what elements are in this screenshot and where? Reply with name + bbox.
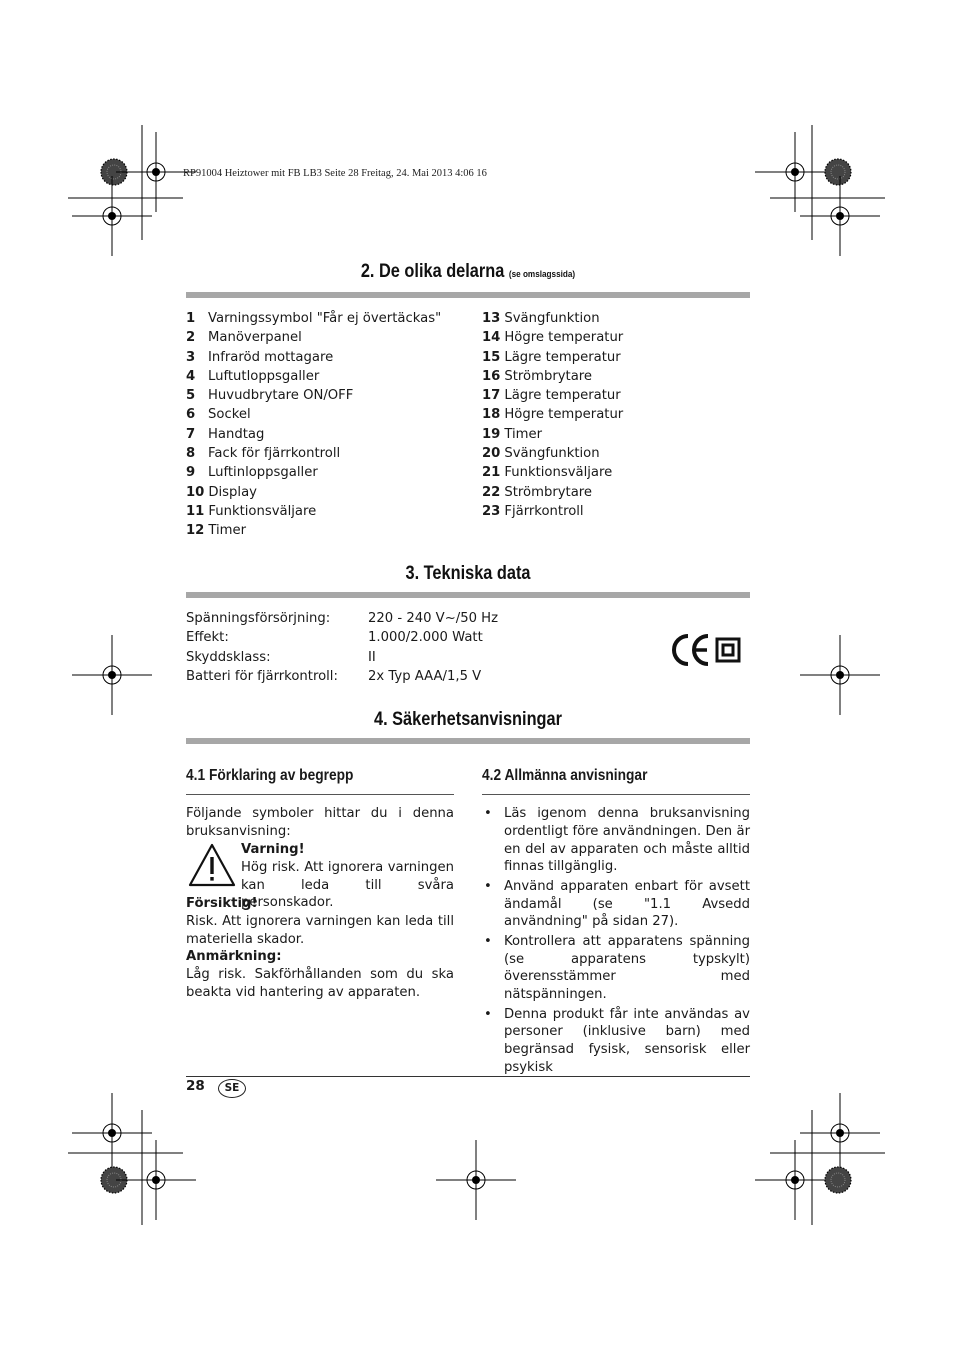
part-name: Högre temperatur — [504, 330, 624, 346]
part-name: Huvudbrytare ON/OFF — [208, 388, 354, 404]
part-number: 22 — [482, 484, 501, 500]
parts-list-item — [482, 309, 750, 328]
tech-value: 220 - 240 V~/50 Hz — [368, 611, 499, 626]
parts-list-item — [482, 502, 750, 521]
part-number: 1 — [186, 311, 196, 326]
parts-list-right — [482, 309, 750, 521]
part-number: 15 — [482, 349, 501, 365]
parts-list-item — [482, 405, 750, 424]
language-badge: SE — [218, 1079, 246, 1098]
parts-list-item — [482, 367, 750, 386]
parts-list-item — [186, 328, 476, 347]
parts-list-item — [482, 483, 750, 502]
instruction-bullet: • Denna produkt får inte användas av personer (inklusive barn) med begränsad fysisk, sensorisk eller psykisk — [482, 1006, 750, 1077]
note-label: Anmärkning: — [186, 949, 282, 965]
parts-list-item — [186, 405, 476, 424]
parts-list-item — [482, 386, 750, 405]
parts-list-item — [186, 367, 476, 386]
section-4-title: 4. Säkerhetsanvisningar — [373, 709, 562, 730]
part-name: Luftinloppsgaller — [208, 465, 318, 481]
caution-label: Försiktig! — [186, 896, 258, 911]
note-text: Låg risk. Sakförhållanden som du ska beakta vid hantering av apparaten. — [186, 967, 454, 1000]
parts-list-item — [186, 425, 476, 444]
part-name: Strömbrytare — [504, 368, 593, 384]
part-name: Handtag — [208, 426, 265, 442]
part-number: 4 — [186, 368, 196, 384]
part-name: Timer — [208, 523, 247, 539]
part-number: 20 — [482, 446, 501, 462]
part-number: 6 — [186, 407, 196, 423]
parts-list-item — [482, 425, 750, 444]
part-name: Sockel — [208, 407, 251, 423]
parts-list-item — [186, 309, 476, 328]
tech-value: 1.000/2.000 Watt — [368, 630, 483, 646]
parts-list-item — [186, 444, 476, 463]
tech-label: Spänningsförsörjning: — [186, 611, 331, 626]
part-number: 23 — [482, 503, 501, 519]
part-name: Lägre temperatur — [504, 349, 621, 365]
part-name: Lägre temperatur — [504, 388, 621, 404]
part-name: Svängfunktion — [504, 311, 600, 326]
section-3-bar — [186, 592, 750, 598]
tech-label: Batteri för fjärrkontroll: — [186, 669, 338, 685]
part-number: 19 — [482, 426, 501, 442]
part-number: 16 — [482, 368, 501, 384]
warning-triangle-icon — [187, 842, 237, 888]
part-number: 10 — [186, 484, 205, 500]
section-3-title: 3. Tekniska data — [405, 563, 531, 584]
parts-list-item — [482, 444, 750, 463]
warning-text: Hög risk. Att ignorera varningen kan leda till svåra personskador. — [241, 859, 454, 911]
ce-class2-marks — [670, 633, 742, 667]
part-number: 17 — [482, 388, 501, 404]
parts-list-item — [186, 483, 476, 502]
part-name: Timer — [504, 426, 543, 442]
parts-list-item — [482, 348, 750, 367]
parts-list-item — [482, 328, 750, 347]
part-number: 5 — [186, 388, 196, 404]
subsection-4-2-title: 4.2 Allmänna anvisningar — [482, 767, 648, 784]
part-name: Manöverpanel — [208, 330, 302, 346]
print-header: RP91004 Heiztower mit FB LB3 Seite 28 Freitag, 24. Mai 2013 4:06 16 — [183, 168, 487, 179]
part-number: 9 — [186, 465, 196, 481]
tech-value: 2x Typ AAA/1,5 V — [368, 669, 482, 685]
part-number: 2 — [186, 330, 196, 346]
tech-label: Effekt: — [186, 630, 229, 646]
general-instructions-list — [482, 805, 750, 1078]
caution-block — [186, 895, 454, 1002]
subsection-4-1-rule — [186, 794, 454, 795]
part-name: Strömbrytare — [504, 484, 593, 500]
caution-text: Risk. Att ignorera varningen kan leda till materiella skador. — [186, 913, 454, 947]
tech-label: Skyddsklass: — [186, 649, 271, 665]
part-name: Display — [208, 484, 257, 500]
part-number: 7 — [186, 426, 196, 442]
page-number: 28 — [186, 1078, 205, 1094]
section-2-note: (se omslagssida) — [508, 269, 576, 280]
tech-value: II — [368, 649, 376, 665]
part-name: Fack för fjärrkontroll — [208, 446, 341, 462]
part-name: Infraröd mottagare — [208, 349, 334, 365]
part-name: Varningssymbol "Får ej övertäckas" — [208, 311, 442, 326]
instruction-bullet: • Läs igenom denna bruksanvisning ordentligt före användningen. Den är en del av apparaten och måste alltid finnas tillgänglig. — [482, 805, 750, 876]
parts-list-item — [186, 348, 476, 367]
footer-rule — [186, 1076, 750, 1077]
part-number: 14 — [482, 330, 501, 346]
part-name: Funktionsväljare — [208, 503, 317, 519]
parts-list-item — [482, 463, 750, 482]
parts-list-item — [186, 463, 476, 482]
parts-list-item — [186, 521, 476, 540]
part-number: 3 — [186, 349, 196, 365]
instruction-bullet: • Kontrollera att apparatens spänning (se apparatens typskylt) överensstämmer med nätspänningen. — [482, 933, 750, 1004]
part-name: Fjärrkontroll — [504, 503, 584, 519]
warning-label: Varning! — [241, 842, 305, 857]
part-number: 13 — [482, 311, 501, 326]
part-number: 21 — [482, 465, 501, 481]
instruction-bullet: • Använd apparaten enbart för avsett ändamål (se "1.1 Avsedd användning" på sidan 27). — [482, 878, 750, 931]
part-number: 18 — [482, 407, 501, 423]
part-number: 8 — [186, 446, 196, 462]
part-number: 12 — [186, 523, 205, 539]
parts-list-item — [186, 386, 476, 405]
section-2-title: 2. De olika delarna (se omslagssida) — [360, 261, 576, 282]
parts-list-item — [186, 502, 476, 521]
section-2-bar — [186, 292, 750, 298]
section-4-bar — [186, 738, 750, 744]
subsection-4-1-title: 4.1 Förklaring av begrepp — [186, 767, 354, 784]
subsection-4-2-rule — [482, 794, 750, 795]
part-name: Svängfunktion — [504, 446, 600, 462]
parts-list-left — [186, 309, 476, 541]
part-name: Funktionsväljare — [504, 465, 613, 481]
symbols-intro: Följande symboler hittar du i denna bruksanvisning: — [186, 806, 454, 839]
part-number: 11 — [186, 503, 205, 519]
part-name: Högre temperatur — [504, 407, 624, 423]
part-name: Luftutloppsgaller — [208, 368, 320, 384]
